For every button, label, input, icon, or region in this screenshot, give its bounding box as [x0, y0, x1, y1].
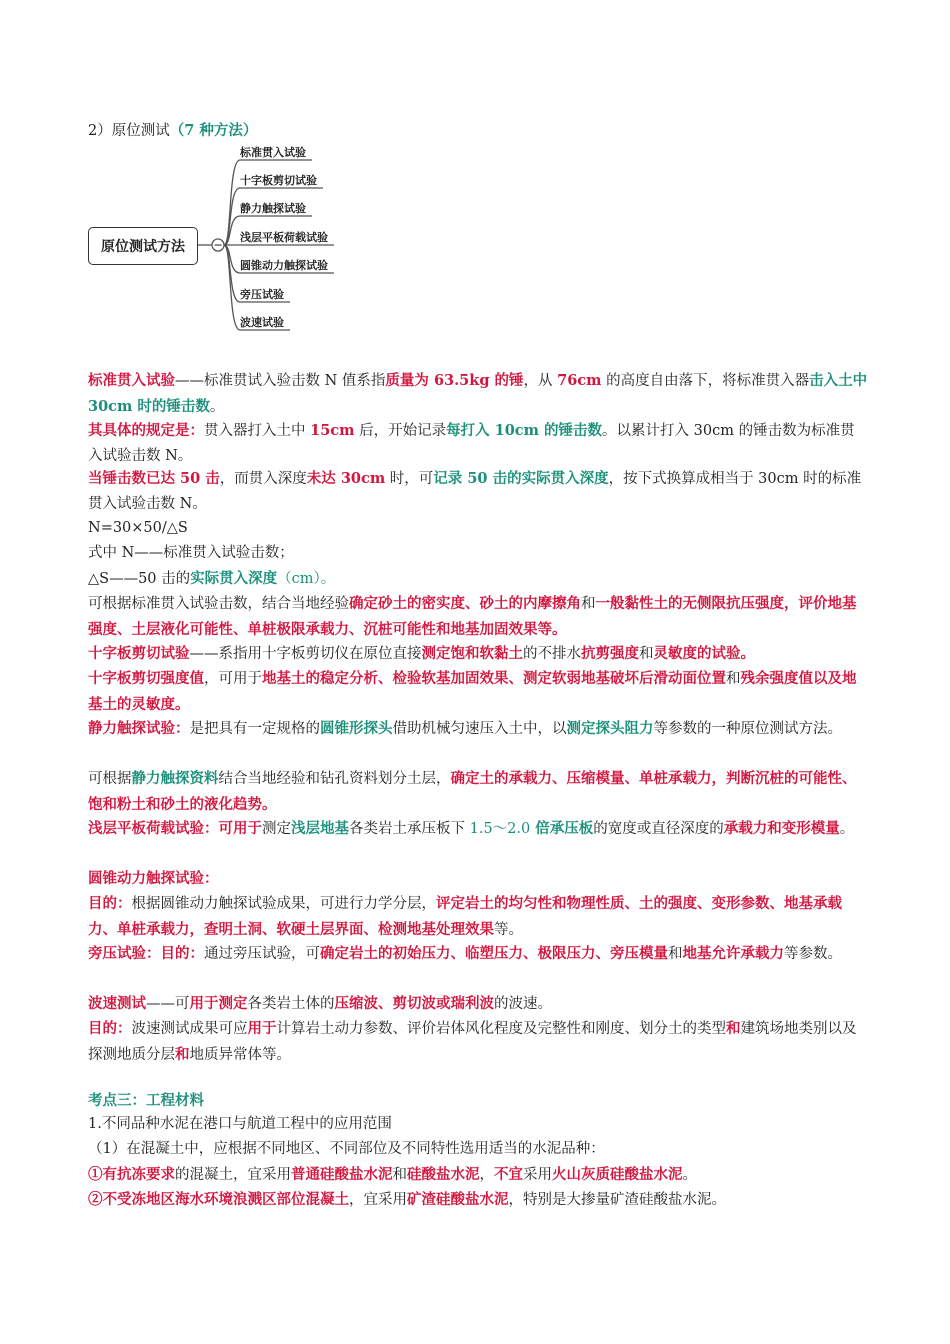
text-run: 的宽度或直径深度的 — [593, 821, 724, 837]
text-run: 确定土的承载力、压缩模量、单桩承载力，判断沉桩的可能性、饱和粉土和砂土的液化趋势。 — [88, 770, 857, 813]
text-run: 十字板剪切试验 — [88, 645, 190, 662]
paragraph — [88, 941, 868, 967]
text-run: 可根据 — [88, 771, 132, 787]
text-run: 每打入 10cm 的锤击数 — [446, 422, 603, 439]
section-line — [88, 1112, 868, 1137]
text-run: 用于 — [247, 1020, 277, 1037]
mindmap-root: 原位测试方法 — [88, 227, 198, 265]
text-run: 质量为 63.5kg 的锤 — [385, 372, 524, 389]
text-run: 圆锥形探头 — [320, 720, 393, 737]
text-run: 根据圆锥动力触探试验成果，可进行力学分层， — [131, 896, 436, 912]
text-run: 时，可 — [385, 471, 434, 487]
text-run: ，可用于 — [204, 671, 262, 687]
text-run: 硅酸盐水泥 — [407, 1166, 480, 1183]
mindmap-node: 圆锥动力触探试验 — [240, 259, 328, 272]
text-run: 灵敏度 — [653, 645, 697, 662]
text-run: 和 — [726, 671, 741, 687]
text-run: 。以累计打入 30cm 的锤击数为标准贯入试验击数 N。 — [88, 423, 855, 464]
text-run: 和 — [668, 946, 683, 962]
text-run: 和 — [392, 1167, 407, 1183]
text-run: 76cm — [557, 372, 602, 389]
text-run: 的试验。 — [697, 645, 755, 662]
text-run: 波速测试成果可应 — [131, 1021, 248, 1037]
text-run: 记录 50 击的实际贯入深度 — [433, 470, 609, 487]
text-run: （cm）。 — [277, 571, 336, 587]
text-run: ，按下式换算成相当于 30cm 时的标准贯入试验击数 N。 — [88, 471, 862, 512]
text-run: 确定岩土的初始压力、临塑压力、极限压力、旁压模量 — [320, 945, 668, 962]
text-run: ， — [479, 1167, 494, 1183]
text-run: 后，开始记录 — [354, 423, 447, 439]
text-run: ，而贯入深度 — [219, 471, 307, 487]
text-run: 倍承压板 — [530, 820, 594, 837]
mindmap-node: 浅层平板荷载试验 — [240, 231, 328, 244]
text-run: 矿渣硅酸盐水泥 — [407, 1191, 509, 1208]
text-run: 等参数的一种原位测试方法。 — [653, 721, 842, 737]
paragraph — [88, 1016, 868, 1068]
text-run: ，宜采用 — [349, 1192, 407, 1208]
text-run: 火山灰质硅酸盐水泥 — [552, 1166, 683, 1183]
text-run: 等参数。 — [784, 946, 842, 962]
text-run: 1.不同品种水泥在港口与航道工程中的应用范围 — [88, 1116, 392, 1132]
text-run: 借助机械匀速压入土中，以 — [392, 721, 567, 737]
paragraph — [88, 816, 868, 842]
text-run: 15cm — [310, 422, 355, 439]
paragraph — [88, 591, 868, 643]
text-run: 的混凝土，宜采用 — [175, 1167, 291, 1183]
text-run: 和 — [175, 1046, 190, 1063]
text-run: 各类岩土体的 — [247, 996, 335, 1012]
text-run: 未达 30cm — [306, 470, 386, 487]
text-run: 确定砂土的密实度、砂土的内摩擦角 — [349, 595, 581, 612]
subheading-method-count: （7 种方法） — [169, 122, 258, 139]
paragraph — [88, 566, 868, 592]
text-run: 静力触探试验： — [88, 720, 190, 737]
mindmap-node: 标准贯入试验 — [240, 146, 306, 159]
text-run: 贯入器打入土中 — [204, 423, 311, 439]
text-run: 用于测定 — [189, 995, 248, 1012]
text-run: 各类岩土承压板下 — [349, 821, 470, 837]
mindmap-node: 波速试验 — [240, 316, 284, 329]
text-run: ，从 — [523, 373, 558, 389]
text-run: 承载力和变形模量 — [723, 820, 840, 837]
text-run: 。 — [682, 1167, 697, 1183]
text-run: 。 — [209, 399, 225, 415]
paragraph — [88, 466, 868, 517]
text-run: 的波速。 — [494, 996, 552, 1012]
paragraph — [88, 866, 868, 892]
mindmap-node: 静力触探试验 — [240, 202, 306, 215]
text-run: 地基允许承载力 — [682, 945, 784, 962]
text-run: 抗剪强度 — [581, 645, 639, 662]
text-run: 静力触探资料 — [131, 770, 219, 787]
section-line — [88, 1187, 868, 1213]
text-run: 地质异常体等。 — [189, 1047, 291, 1063]
text-run: ，特别是大掺量矿渣硅酸盐水泥。 — [508, 1192, 726, 1208]
text-run: 和 — [726, 1020, 741, 1037]
paragraph — [88, 716, 868, 742]
text-run: 当锤击数已达 50 击 — [88, 470, 220, 487]
text-run: 十字板剪切强度值 — [88, 670, 204, 687]
text-run: 是把具有一定规格的 — [189, 721, 320, 737]
section-title: 考点三：工程材料 — [88, 1092, 204, 1109]
paragraph — [88, 766, 868, 818]
text-run: 的高度自由落下，将标准贯入器 — [601, 373, 810, 389]
text-run: N=30×50/△S — [88, 520, 188, 536]
text-run: 可根据标准贯入试验击数，结合当地经验 — [88, 596, 349, 612]
paragraph — [88, 368, 868, 420]
text-run: 其具体的规定是： — [88, 422, 204, 439]
text-run: 采用 — [523, 1167, 552, 1183]
text-run: 建筑场地类别以及探测地质分层 — [88, 1021, 857, 1063]
section-line — [88, 1162, 868, 1188]
text-run: 实际贯入深度 — [190, 570, 278, 587]
paragraph — [88, 641, 868, 667]
text-run: 式中 N——标准贯入试验击数； — [88, 545, 294, 561]
subheading-text: 2）原位测试 — [88, 123, 170, 139]
paragraph — [88, 991, 868, 1017]
text-run: 的不排水 — [523, 646, 581, 662]
mindmap-connectors — [0, 0, 950, 340]
text-run: ——标准贯试入验击数 N 值系指 — [175, 373, 386, 389]
mindmap-node: 十字板剪切试验 — [240, 174, 317, 187]
text-run: 击入土中 30cm 时的锤击数 — [88, 372, 868, 415]
text-run: 标准贯入试验 — [88, 372, 175, 389]
paragraph — [88, 891, 868, 943]
text-run: 测定探头阻力 — [566, 720, 654, 737]
text-run: 目的： — [88, 1020, 132, 1037]
text-run: 圆锥动力触探试验： — [88, 870, 219, 887]
text-run: 结合当地经验和钻孔资料划分土层， — [218, 771, 451, 787]
text-run: 等。 — [494, 922, 523, 938]
text-run: 浅层地基 — [291, 820, 349, 837]
text-run: 和 — [581, 596, 596, 612]
text-run: 普通硅酸盐水泥 — [291, 1166, 393, 1183]
paragraph — [88, 516, 868, 541]
text-run: 地基土的稳定分析、检验软基加固效果、测定软弱地基破坏后滑动面位置 — [262, 670, 726, 687]
text-run: 一般黏性土的无侧限抗压强度，评价地基强度、土层液化可能性、单桩极限承载力、沉桩可能性和地基加固效果等。 — [88, 595, 857, 638]
paragraph — [88, 666, 868, 718]
text-run: ①有抗冻要求 — [88, 1166, 175, 1183]
text-run: 目的： — [88, 895, 132, 912]
text-run: ②不受冻地区海水环境浪溅区部位混凝土 — [88, 1191, 349, 1208]
text-run: 1.5～2.0 — [469, 821, 531, 837]
text-run: （1）在混凝土中，应根据不同地区、不同部位及不同特性选用适当的水泥品种： — [88, 1141, 605, 1157]
section-line — [88, 1137, 868, 1162]
text-run: 和 — [639, 646, 654, 662]
paragraph — [88, 541, 868, 566]
text-run: 旁压试验：目的： — [88, 945, 204, 962]
text-run: 压缩波、剪切波或瑞利波 — [334, 995, 494, 1012]
text-run: △S——50 击的 — [88, 571, 191, 587]
text-run: 残余强度值以及地基土的灵敏度。 — [88, 670, 857, 713]
text-run: 浅层平板荷载试验：可用于 — [88, 820, 262, 837]
text-run: 。 — [839, 821, 855, 837]
text-run: ——系指用十字板剪切仪在原位直接 — [189, 646, 422, 662]
text-run: 测定 — [262, 821, 291, 837]
text-run: 计算岩土动力参数、评价岩体风化程度及完整性和刚度、划分土的类型 — [276, 1021, 726, 1037]
mindmap-node: 旁压试验 — [240, 288, 284, 301]
text-run: 通过旁压试验，可 — [204, 946, 320, 962]
text-run: 不宜 — [494, 1166, 523, 1183]
text-run: 测定饱和软黏土 — [421, 645, 523, 662]
text-run: 评定岩土的均匀性和物理性质、土的强度、变形参数、地基承载力、单桩承载力，查明土洞、软硬土层界面、检测地基处理效果 — [88, 895, 842, 938]
paragraph — [88, 418, 868, 469]
text-run: 波速测试 — [88, 995, 146, 1012]
text-run: ——可 — [146, 996, 190, 1012]
